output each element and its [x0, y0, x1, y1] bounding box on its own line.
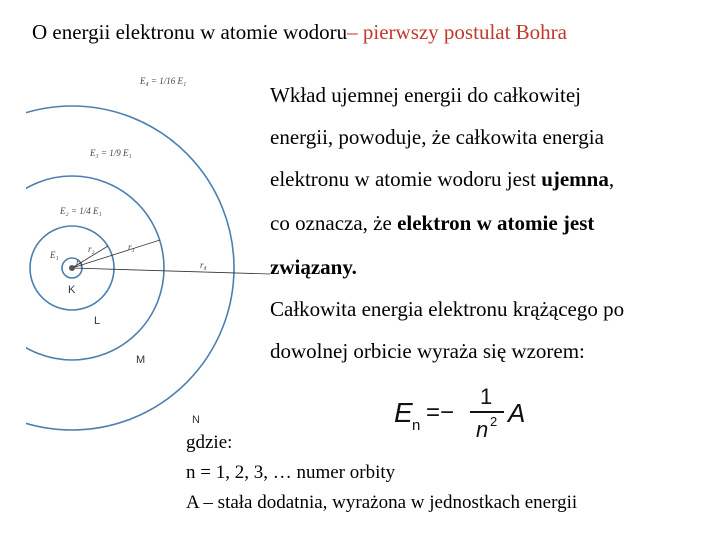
- shell-m-label: M: [136, 354, 146, 366]
- formula-lhs-sub: n: [412, 417, 421, 434]
- r3-label: r₃: [128, 242, 135, 252]
- e1-label: E₁: [50, 250, 59, 260]
- footnote-where: gdzie:: [186, 432, 233, 453]
- title-main: O energii elektronu w atomie wodoru: [32, 20, 348, 44]
- text-line-2: energii, powoduje, że całkowita energia: [270, 125, 604, 149]
- energy-formula: [392, 380, 532, 440]
- shell-n-label: N: [192, 414, 200, 426]
- e3-label: E₃ = 1/9 E₁: [90, 148, 132, 158]
- text-line-7: dowolnej orbicie wyraża się wzorem:: [270, 339, 585, 363]
- formula-num: 1: [480, 384, 493, 409]
- radius-r3: [72, 240, 160, 268]
- shell-k-label: K: [68, 284, 76, 296]
- page-title: [32, 20, 567, 45]
- e2-label: E₂ = 1/4 E₁: [60, 206, 102, 216]
- radius-r4: [72, 268, 270, 274]
- diagram-left-edge: [0, 62, 26, 442]
- r2-label: r₂: [88, 244, 95, 254]
- r1-label: r₁: [76, 257, 83, 267]
- formula-den-exp: 2: [490, 414, 498, 429]
- nucleus: [69, 265, 75, 271]
- footnote-n: n = 1, 2, 3, … numer orbity: [186, 462, 396, 483]
- text-line-3: elektronu w atomie wodoru jest ujemna,: [270, 167, 615, 191]
- text-line-6: Całkowita energia elektronu krążącego po: [270, 297, 625, 321]
- e4-label: E₄ = 1/16 E₁: [140, 76, 187, 86]
- bold-negative: ujemna: [541, 167, 609, 191]
- bohr-orbits-diagram: [0, 62, 280, 442]
- shell-l-label: L: [94, 315, 101, 327]
- r4-label: r₄: [200, 260, 207, 270]
- text-line-5: związany.: [270, 255, 357, 279]
- title-accent: – pierwszy postulat Bohra: [347, 20, 567, 44]
- formula-eq: =−: [426, 399, 455, 426]
- bold-bound-electron: elektron w atomie jest: [397, 211, 595, 235]
- formula-lhs: E: [394, 397, 413, 428]
- formula-den: n: [476, 417, 489, 440]
- footnote-a: A – stała dodatnia, wyrażona w jednostkach energii: [186, 492, 578, 513]
- text-line-1: Wkład ujemnej energii do całkowitej: [270, 83, 582, 107]
- text-line-4: co oznacza, że elektron w atomie jest: [270, 211, 595, 235]
- formula-const: A: [508, 398, 526, 428]
